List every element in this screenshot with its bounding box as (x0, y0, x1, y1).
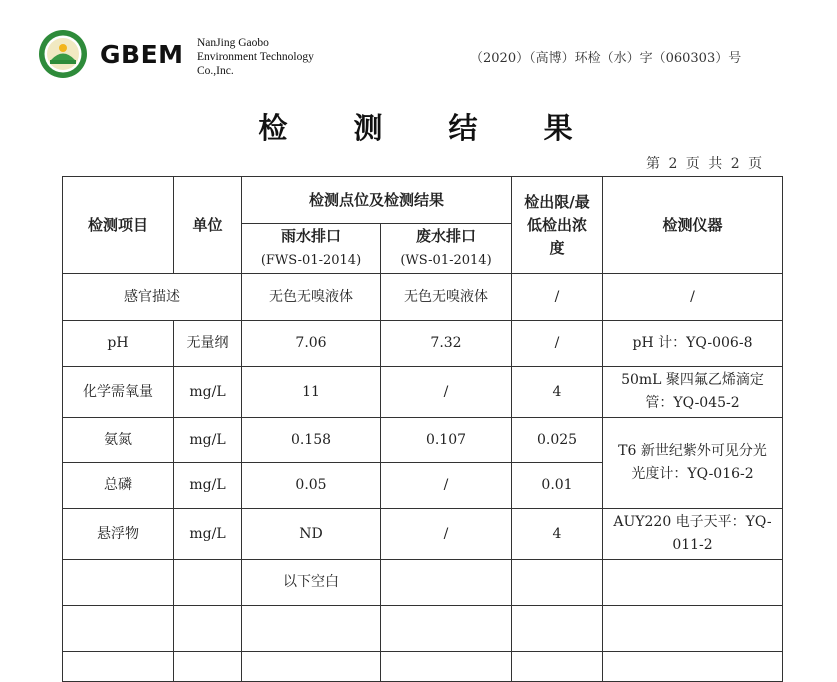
row-value: 无色无嗅液体 (381, 274, 512, 321)
row-value: 0.158 (242, 418, 381, 463)
row-value: 0.05 (242, 463, 381, 509)
row-unit: 无量纲 (174, 321, 242, 367)
row-instrument: / (603, 274, 783, 321)
company-line: Co.,Inc. (197, 65, 234, 77)
brand-name: GBEM (100, 40, 184, 69)
document-title: 检 测 结 果 (258, 111, 601, 145)
row-limit (512, 560, 603, 606)
row-item: 感官描述 (63, 274, 242, 321)
row-instrument (603, 560, 783, 606)
row-value: / (381, 367, 512, 418)
row-limit: / (512, 274, 603, 321)
row-instrument: pH 计：YQ-006-8 (603, 321, 783, 367)
header-item: 检测项目 (63, 177, 174, 274)
row-instrument (603, 367, 783, 418)
company-line: NanJing Gaobo (197, 37, 269, 49)
point-rain-name: 雨水排口 (280, 227, 341, 245)
table-row (63, 606, 783, 652)
company-name (197, 36, 314, 78)
row-value: 无色无嗅液体 (242, 274, 381, 321)
table-row (63, 509, 783, 560)
row-value: ND (242, 509, 381, 560)
row-instrument (603, 509, 783, 560)
row-limit: / (512, 321, 603, 367)
table-row (63, 652, 783, 682)
row-unit (174, 606, 242, 652)
row-instrument-text: 50mL 聚四氟乙烯滴定管：YQ-045-2 (621, 372, 764, 411)
row-unit: mg/L (174, 463, 242, 509)
row-value: 7.32 (381, 321, 512, 367)
row-instrument (603, 652, 783, 682)
header-points-group: 检测点位及检测结果 (242, 177, 512, 224)
header-unit: 单位 (174, 177, 242, 274)
company-line: Environment Technology (197, 51, 314, 63)
row-item (63, 652, 174, 682)
row-unit: mg/L (174, 509, 242, 560)
row-item: 总磷 (63, 463, 174, 509)
header-instrument: 检测仪器 (603, 177, 783, 274)
row-unit: mg/L (174, 367, 242, 418)
blank-note: 以下空白 (242, 560, 381, 606)
point-waste-name: 废水排口 (416, 227, 477, 245)
point-waste-code: (WS-01-2014) (400, 253, 492, 268)
row-item (63, 560, 174, 606)
row-instrument-text: AUY220 电子天平：YQ-011-2 (613, 514, 772, 553)
table-row (63, 560, 783, 606)
row-value (381, 606, 512, 652)
row-value (381, 652, 512, 682)
row-item: 氨氮 (63, 418, 174, 463)
header-limit-text: 检出限/最低检出浓度 (524, 192, 590, 257)
row-value: / (381, 509, 512, 560)
row-value (242, 606, 381, 652)
row-limit (512, 652, 603, 682)
row-item: pH (63, 321, 174, 367)
header-point-waste (381, 224, 512, 274)
point-rain-code: (FWS-01-2014) (260, 253, 362, 268)
row-value: 7.06 (242, 321, 381, 367)
header-point-rain (242, 224, 381, 274)
row-limit: 4 (512, 367, 603, 418)
table-row (63, 321, 783, 367)
row-item (63, 606, 174, 652)
row-item: 悬浮物 (63, 509, 174, 560)
gbem-logo (38, 29, 88, 79)
row-value: 0.107 (381, 418, 512, 463)
row-limit (512, 606, 603, 652)
row-unit (174, 560, 242, 606)
row-value (242, 652, 381, 682)
row-value: 11 (242, 367, 381, 418)
row-limit: 0.025 (512, 418, 603, 463)
page-indicator: 第 2 页 共 2 页 (646, 156, 765, 172)
row-limit: 4 (512, 509, 603, 560)
header-limit (512, 177, 603, 274)
table-row (63, 418, 783, 463)
results-table (62, 176, 783, 682)
report-number: （2020）（高博）环检（水）字（060303）号 (470, 51, 742, 66)
row-value (381, 560, 512, 606)
row-instrument (603, 418, 783, 509)
row-item: 化学需氧量 (63, 367, 174, 418)
row-unit: mg/L (174, 418, 242, 463)
row-instrument (603, 606, 783, 652)
table-row (63, 367, 783, 418)
row-value: / (381, 463, 512, 509)
row-unit (174, 652, 242, 682)
row-limit: 0.01 (512, 463, 603, 509)
table-row (63, 274, 783, 321)
row-instrument-text: T6 新世纪紫外可见分光光度计：YQ-016-2 (618, 443, 767, 482)
